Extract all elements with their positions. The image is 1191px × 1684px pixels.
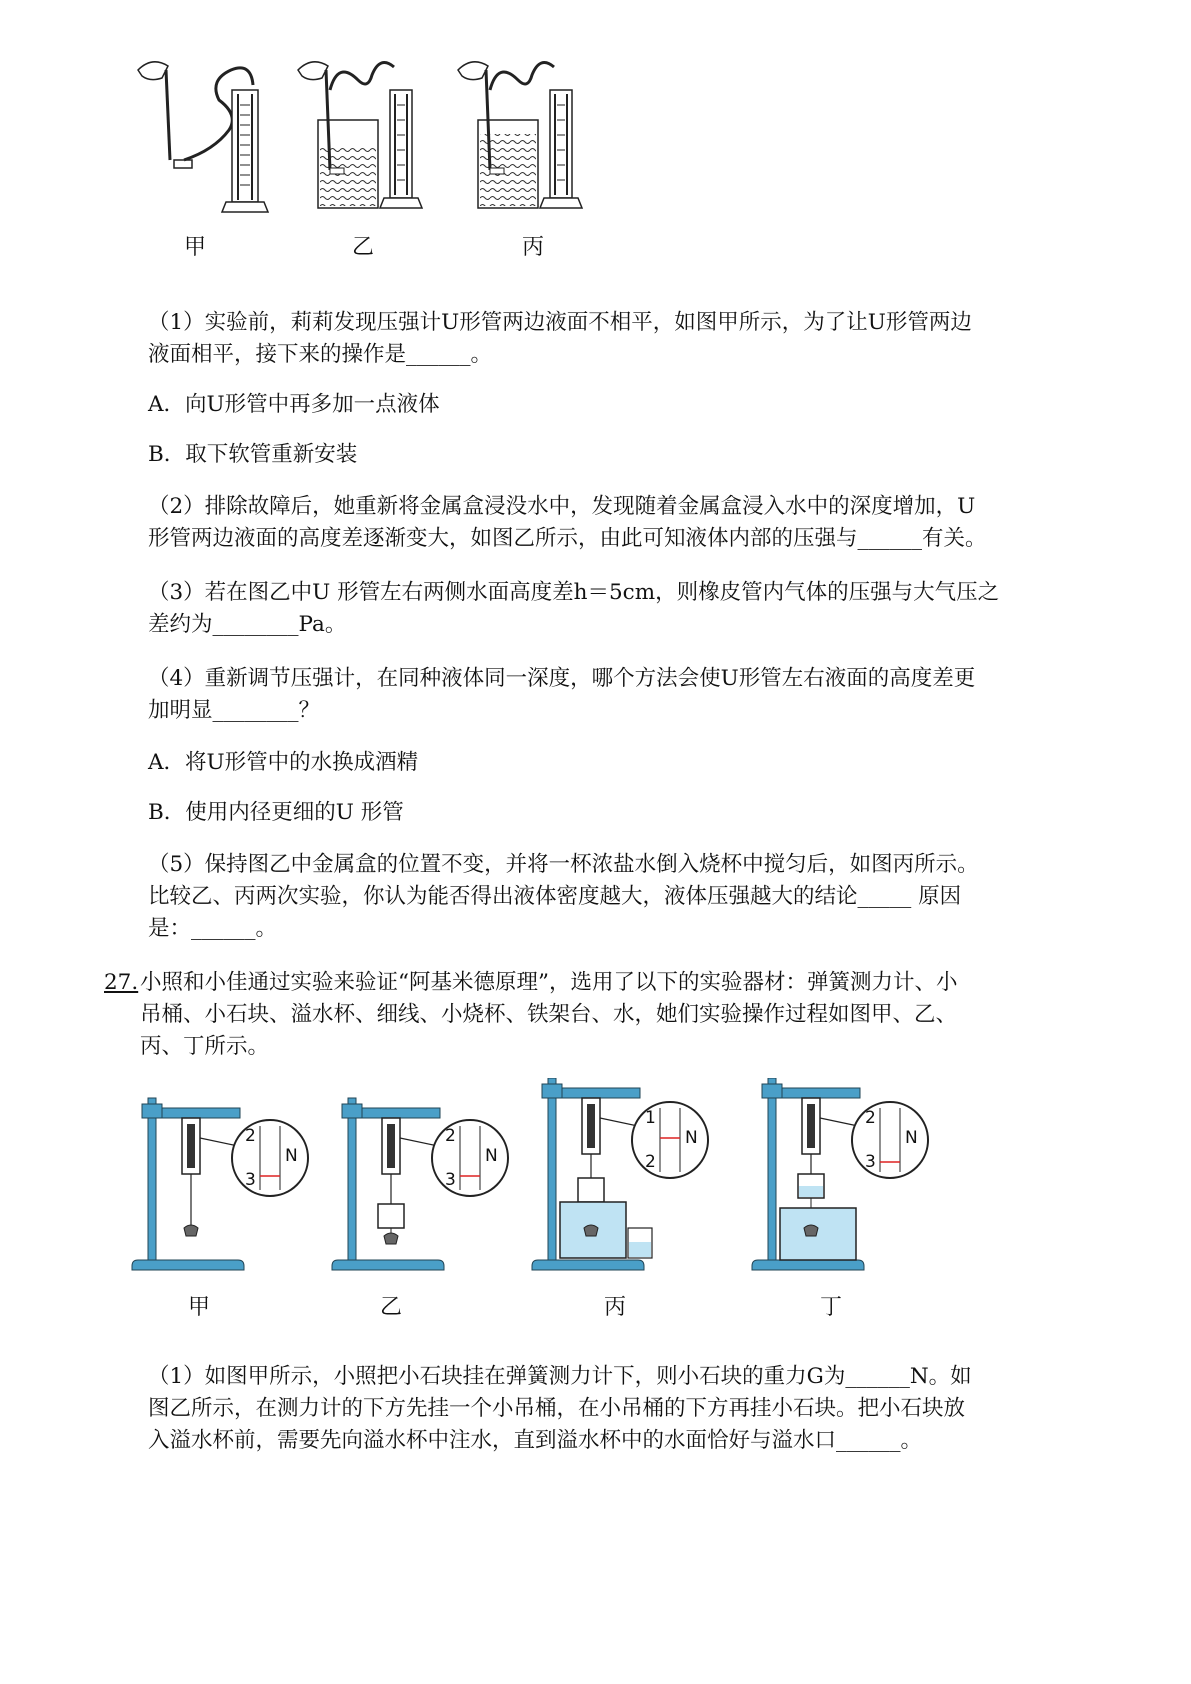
stand-bing [532,1078,708,1270]
scale-ding-bottom: 3 [865,1152,876,1172]
scale-jia-top: 2 [245,1126,256,1146]
caption-yi-top: 乙 [352,235,375,260]
q27-p1-line2: 图乙所示，在测力计的下方先挂一个小吊桶，在小吊桶的下方再挂小石块。把小石块放 [148,1396,966,1421]
q26-p4-option-b: B．使用内径更细的U 形管 [148,800,404,825]
gauge-jia [138,62,268,212]
q26-p5-line1: （5）保持图乙中金属盒的位置不变，并将一杯浓盐水倒入烧杯中搅匀后，如图丙所示。 [148,852,979,877]
pressure-gauge-diagrams [130,50,610,220]
q26-p1-line2: 液面相平，接下来的操作是______。 [148,342,493,367]
q26-p2-line2: 形管两边液面的高度差逐渐变大，如图乙所示，由此可知液体内部的压强与______有关。 [148,526,987,551]
scale-yi-unit: N [485,1146,498,1166]
caption-jia-top: 甲 [184,235,207,260]
q27-line2: 吊桶、小石块、溢水杯、细线、小烧杯、铁架台、水，她们实验操作过程如图甲、乙、 [140,1002,958,1027]
q26-p5-line2: 比较乙、丙两次实验，你认为能否得出液体密度越大，液体压强越大的结论_____ 原因 [148,884,962,909]
stand-ding [752,1078,928,1270]
scale-ding-top: 2 [865,1108,876,1128]
pressure-gauge-figure [130,50,610,220]
q26-p5-line3: 是：______。 [148,916,278,941]
gauge-bing [458,62,582,208]
scale-bing-top: 1 [645,1108,656,1128]
q26-p4-line1: （4）重新调节压强计，在同种液体同一深度，哪个方法会使U形管左右液面的高度差更 [148,666,976,691]
caption-bing-bottom: 丙 [604,1295,627,1320]
q27-p1-line1: （1）如图甲所示，小照把小石块挂在弹簧测力计下，则小石块的重力G为______N。如 [148,1364,972,1389]
scale-yi-top: 2 [445,1126,456,1146]
q27-line3: 丙、丁所示。 [140,1034,270,1059]
caption-jia-bottom: 甲 [188,1295,211,1320]
archimedes-figure [130,1078,930,1288]
q26-p1-option-a: A．向U形管中再多加一点液体 [148,392,440,417]
q26-p4-option-a: A．将U形管中的水换成酒精 [148,750,419,775]
scale-ding-unit: N [905,1128,918,1148]
scale-jia-unit: N [285,1146,298,1166]
scale-yi-bottom: 3 [445,1170,456,1190]
stand-yi [332,1098,508,1270]
gauge-yi [298,62,422,208]
q27-number: 27. [104,970,139,995]
scale-bing-unit: N [685,1128,698,1148]
stand-jia [132,1098,308,1270]
caption-bing-top: 丙 [522,235,545,260]
q26-p3-line1: （3）若在图乙中U 形管左右两侧水面高度差h＝5cm，则橡皮管内气体的压强与大气压之 [148,580,1000,605]
q26-p2-line1: （2）排除故障后，她重新将金属盒浸没水中，发现随着金属盒浸入水中的深度增加，U [148,494,976,519]
q26-p3-line2: 差约为________Pa。 [148,612,347,637]
q27-p1-line3: 入溢水杯前，需要先向溢水杯中注水，直到溢水杯中的水面恰好与溢水口______。 [148,1428,923,1453]
scale-bing-bottom: 2 [645,1152,656,1172]
q26-p1-option-b: B．取下软管重新安装 [148,442,358,467]
caption-yi-bottom: 乙 [380,1295,403,1320]
q26-p1-line1: （1）实验前，莉莉发现压强计U形管两边液面不相平，如图甲所示，为了让U形管两边 [148,310,972,335]
caption-ding-bottom: 丁 [820,1295,843,1320]
q27-line1: 小照和小佳通过实验来验证“阿基米德原理”，选用了以下的实验器材：弹簧测力计、小 [140,970,958,995]
q26-p4-line2: 加明显________？ [148,698,321,723]
scale-jia-bottom: 3 [245,1170,256,1190]
